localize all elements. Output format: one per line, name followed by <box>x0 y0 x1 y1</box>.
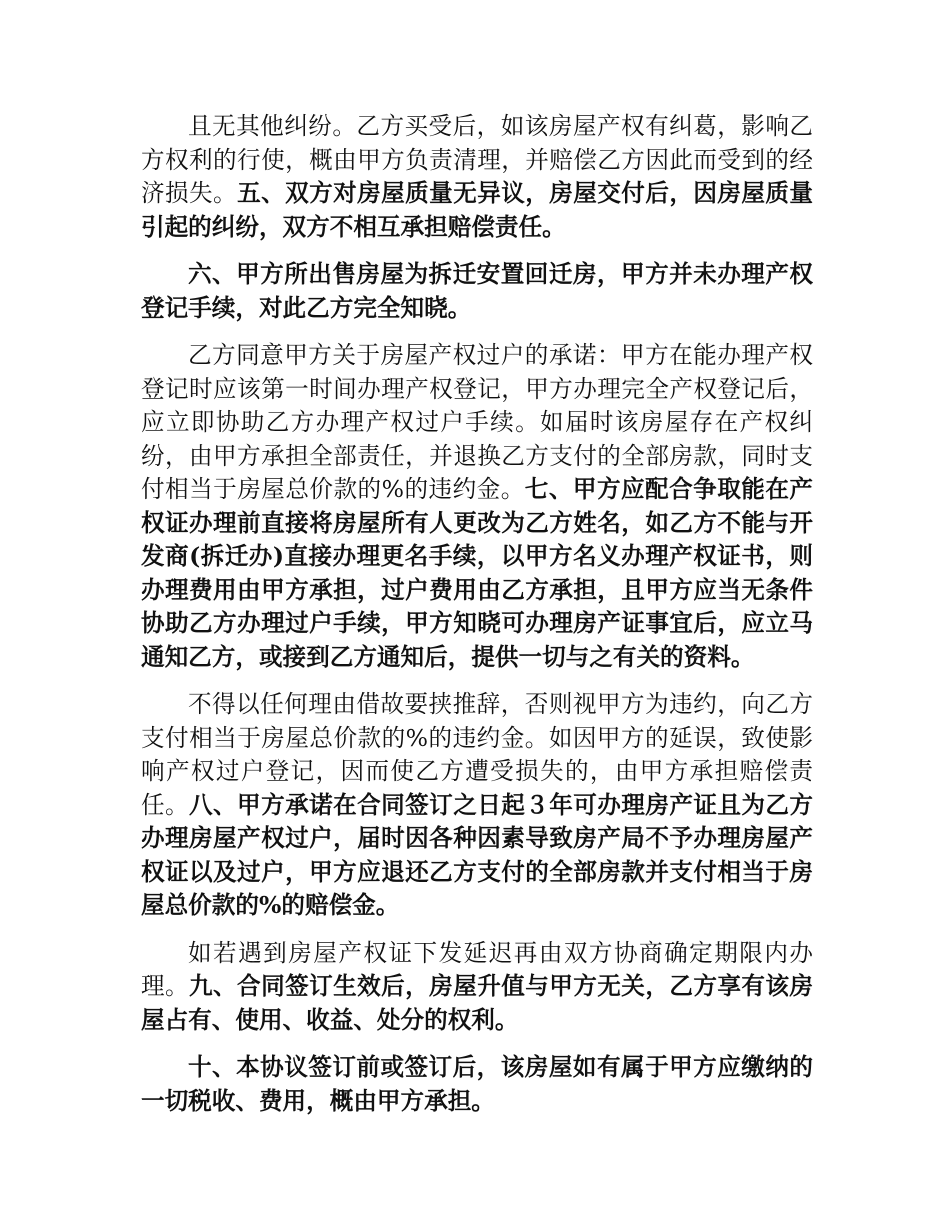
clause-8-text: 八、甲方承诺在合同签订之日起３年可办理房产证且为乙方办理房屋产权过户，届时因各种因素导致房产局不予办理房屋产权证以及过户，甲方应退还乙方支付的全部房款并支付相当于房屋总价款的%的赔偿金。 <box>141 790 813 919</box>
clause-9-text: 九、合同签订生效后，房屋升值与甲方无关，乙方享有该房屋占有、使用、收益、处分的权利。 <box>141 972 813 1034</box>
clause-5-text: 五、双方对房屋质量无异议，房屋交付后，因房屋质量引起的纠纷，双方不相互承担赔偿责任。 <box>141 179 814 241</box>
paragraph-6 <box>141 1051 813 1118</box>
paragraph-4-text: 不得以任何理由借故要挟推辞，否则视甲方为违约，向乙方支付相当于房屋总价款的%的违约金。如因甲方的延误，致使影响产权过户登记，因而使乙方遭受损失的，由甲方承担赔偿责任。 <box>141 690 813 819</box>
paragraph-5-text: 如若遇到房屋产权证下发延迟再由双方协商确定期限内办理。 <box>141 938 813 1000</box>
paragraph-1 <box>141 110 813 244</box>
paragraph-2 <box>141 258 813 325</box>
paragraph-1-text: 且无其他纠纷。乙方买受后，如该房屋产权有纠葛，影响乙方权利的行使，概由甲方负责清理，并赔偿乙方因此而受到的经济损失。 <box>141 112 813 207</box>
clause-10-text: 十、本协议签订前或签订后，该房屋如有属于甲方应缴纳的一切税收、费用，概由甲方承担。 <box>141 1053 813 1115</box>
clause-7-text: 七、甲方应配合争取能在产权证办理前直接将房屋所有人更改为乙方姓名，如乙方不能与开发商(拆迁办)直接办理更名手续，以甲方名义办理产权证书，则办理费用由甲方承担，过户费用由乙方承担，且甲方应当无条件协助乙方办理过户手续，甲方知晓可办理房产证事宜后，应立马通知乙方，或接到乙方通知后，提供一切与之有关的资料。 <box>141 475 814 671</box>
paragraph-4 <box>141 688 813 923</box>
clause-6-text: 六、甲方所出售房屋为拆迁安置回迁房，甲方并未办理产权登记手续，对此乙方完全知晓。 <box>141 260 813 322</box>
contract-body <box>141 110 813 1132</box>
paragraph-5 <box>141 937 813 1038</box>
paragraph-3 <box>141 339 813 674</box>
paragraph-3-text: 乙方同意甲方关于房屋产权过户的承诺：甲方在能办理产权登记时应该第一时间办理产权登记，甲方办理完全产权登记后，应立即协助乙方办理产权过户手续。如届时该房屋存在产权纠纷，由甲方承担全部责任，并退换乙方支付的全部房款，同时支付相当于房屋总价款的%的违约金。 <box>141 341 813 503</box>
